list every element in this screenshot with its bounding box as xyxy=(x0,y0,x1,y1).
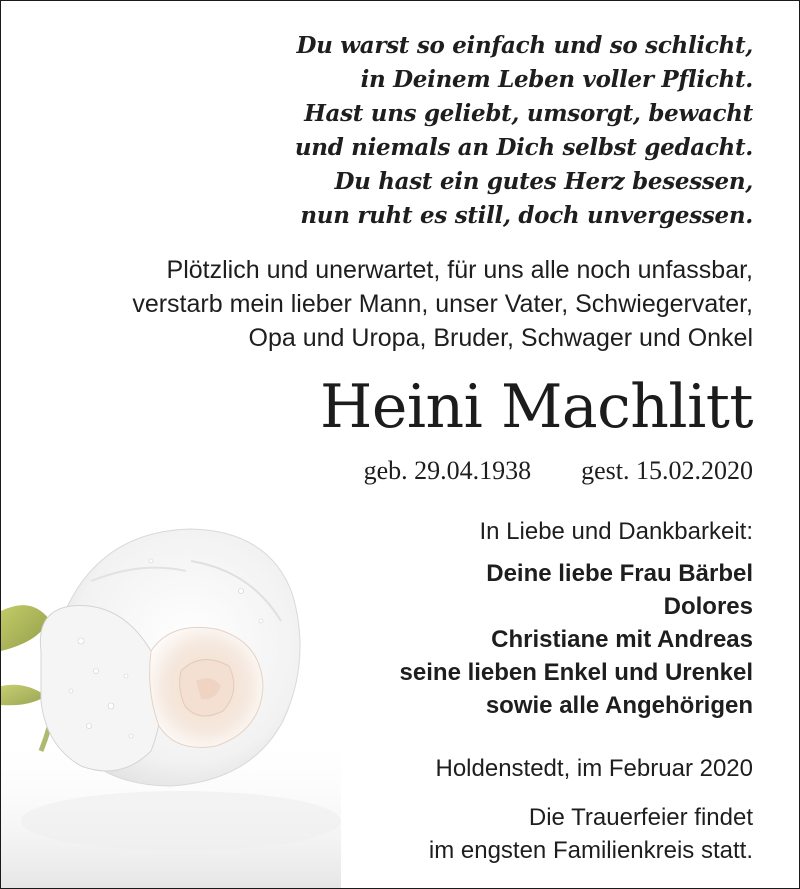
mourner-entry: Dolores xyxy=(663,593,753,620)
announcement-line: Plötzlich und unerwartet, für uns alle noch unfassbar, xyxy=(166,256,753,284)
life-dates xyxy=(364,455,753,487)
mourners-list xyxy=(400,557,753,722)
poem-line: in Deinem Leben voller Pflicht. xyxy=(360,66,753,93)
love-gratitude-line: In Liebe und Dankbarkeit: xyxy=(479,518,753,545)
poem-line: Hast uns geliebt, umsorgt, bewacht xyxy=(304,100,753,127)
birth-date: geb. 29.04.1938 xyxy=(363,456,532,485)
mourner-entry: sowie alle Angehörigen xyxy=(485,692,753,719)
mourner-entry: Christiane mit Andreas xyxy=(491,626,753,653)
poem xyxy=(295,29,753,233)
deceased-name: Heini Machlitt xyxy=(320,372,753,442)
poem-line: Du warst so einfach und so schlicht, xyxy=(296,32,753,59)
poem-line: nun ruht es still, doch unvergessen. xyxy=(300,202,753,229)
funeral-note-line: im engsten Familienkreis statt. xyxy=(428,837,753,864)
announcement-line: Opa und Uropa, Bruder, Schwager und Onkel xyxy=(248,324,753,352)
place-and-date: Holdenstedt, im Februar 2020 xyxy=(435,755,753,782)
poem-line: Du hast ein gutes Herz besessen, xyxy=(334,168,753,195)
poem-line: und niemals an Dich selbst gedacht. xyxy=(294,134,753,161)
death-date: gest. 15.02.2020 xyxy=(581,456,753,485)
mourner-entry: seine lieben Enkel und Urenkel xyxy=(399,659,753,686)
funeral-note xyxy=(429,801,753,867)
white-rose-image xyxy=(1,501,341,888)
mourner-entry: Deine liebe Frau Bärbel xyxy=(486,560,753,587)
announcement-line: verstarb mein lieber Mann, unser Vater, Schwiegervater, xyxy=(132,290,753,318)
funeral-note-line: Die Trauerfeier findet xyxy=(528,804,753,831)
announcement-text xyxy=(132,253,753,355)
